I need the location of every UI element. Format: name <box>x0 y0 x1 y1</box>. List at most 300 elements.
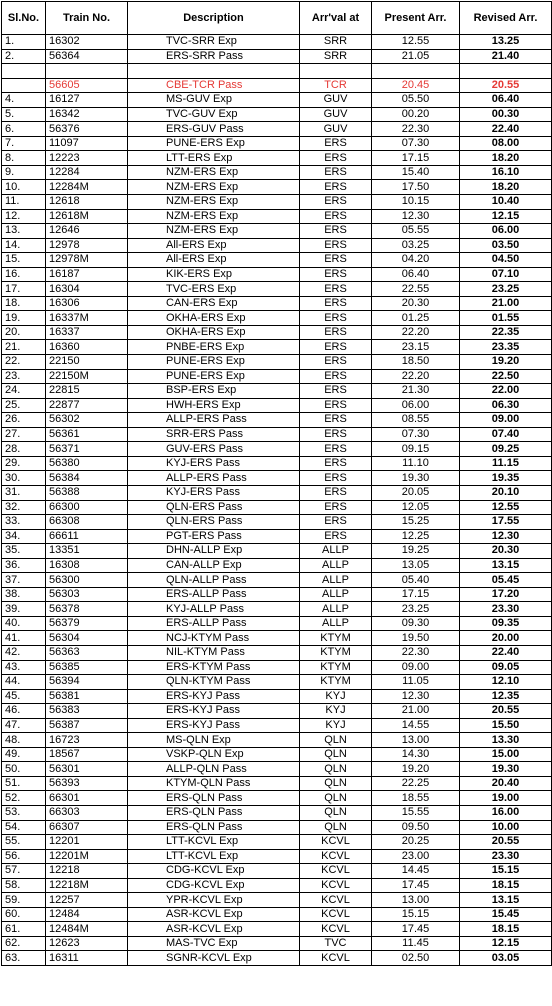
cell-description: TVC-SRR Exp <box>128 35 300 50</box>
cell-revised-arr: 19.35 <box>460 471 552 486</box>
cell-description: ERS-QLN Pass <box>128 791 300 806</box>
cell-arrival-at: KTYM <box>300 645 372 660</box>
cell-revised-arr: 22.40 <box>460 645 552 660</box>
cell-revised-arr: 08.00 <box>460 136 552 151</box>
gap-cell <box>2 64 46 79</box>
cell-description: VSKP-QLN Exp <box>128 747 300 762</box>
cell-present-arr: 05.50 <box>372 93 460 108</box>
cell-train-no: 56605 <box>46 78 128 93</box>
cell-revised-arr: 15.15 <box>460 864 552 879</box>
cell-sl-no: 37. <box>2 573 46 588</box>
cell-description: ERS-KYJ Pass <box>128 718 300 733</box>
table-row <box>2 645 552 660</box>
cell-present-arr: 15.15 <box>372 907 460 922</box>
cell-description: ERS-KYJ Pass <box>128 704 300 719</box>
table-row <box>2 238 552 253</box>
cell-sl-no: 43. <box>2 660 46 675</box>
cell-present-arr: 17.15 <box>372 587 460 602</box>
cell-revised-arr: 17.20 <box>460 587 552 602</box>
cell-revised-arr: 21.00 <box>460 296 552 311</box>
cell-revised-arr: 22.50 <box>460 369 552 384</box>
cell-arrival-at: KCVL <box>300 864 372 879</box>
cell-train-no: 22150M <box>46 369 128 384</box>
cell-arrival-at: ERS <box>300 325 372 340</box>
cell-revised-arr: 01.55 <box>460 311 552 326</box>
gap-cell <box>128 64 300 79</box>
cell-revised-arr: 12.15 <box>460 209 552 224</box>
table-row <box>2 616 552 631</box>
table-row <box>2 180 552 195</box>
cell-sl-no: 41. <box>2 631 46 646</box>
cell-sl-no: 24. <box>2 384 46 399</box>
table-body <box>2 35 552 966</box>
cell-arrival-at: QLN <box>300 820 372 835</box>
cell-present-arr: 22.20 <box>372 325 460 340</box>
table-row <box>2 413 552 428</box>
cell-train-no: 22150 <box>46 355 128 370</box>
cell-arrival-at: ERS <box>300 165 372 180</box>
cell-train-no: 22877 <box>46 398 128 413</box>
cell-present-arr: 07.30 <box>372 427 460 442</box>
cell-description: QLN-ERS Pass <box>128 515 300 530</box>
cell-train-no: 13351 <box>46 544 128 559</box>
cell-sl-no: 63. <box>2 951 46 966</box>
cell-revised-arr: 15.50 <box>460 718 552 733</box>
cell-revised-arr: 20.40 <box>460 776 552 791</box>
cell-revised-arr: 18.15 <box>460 878 552 893</box>
cell-description: ERS-QLN Pass <box>128 805 300 820</box>
cell-description: PUNE-ERS Exp <box>128 136 300 151</box>
cell-train-no: 66303 <box>46 805 128 820</box>
cell-present-arr: 20.05 <box>372 485 460 500</box>
cell-description: QLN-KTYM Pass <box>128 675 300 690</box>
cell-arrival-at: ALLP <box>300 587 372 602</box>
cell-description: LTT-KCVL Exp <box>128 849 300 864</box>
cell-sl-no: 2. <box>2 49 46 64</box>
cell-description: HWH-ERS Exp <box>128 398 300 413</box>
cell-sl-no: 23. <box>2 369 46 384</box>
cell-revised-arr: 07.10 <box>460 267 552 282</box>
cell-train-no: 56363 <box>46 645 128 660</box>
cell-description: ERS-KTYM Pass <box>128 660 300 675</box>
cell-revised-arr: 18.20 <box>460 151 552 166</box>
cell-arrival-at: ERS <box>300 253 372 268</box>
cell-train-no: 12257 <box>46 893 128 908</box>
cell-description: BSP-ERS Exp <box>128 384 300 399</box>
cell-revised-arr: 12.35 <box>460 689 552 704</box>
table-row <box>2 893 552 908</box>
cell-sl-no: 17. <box>2 282 46 297</box>
cell-description: TVC-GUV Exp <box>128 107 300 122</box>
cell-train-no: 16308 <box>46 558 128 573</box>
table-row <box>2 471 552 486</box>
cell-present-arr: 05.40 <box>372 573 460 588</box>
gap-cell <box>372 64 460 79</box>
cell-arrival-at: ERS <box>300 267 372 282</box>
table-row <box>2 820 552 835</box>
table-row <box>2 311 552 326</box>
cell-sl-no: 59. <box>2 893 46 908</box>
cell-arrival-at: ERS <box>300 515 372 530</box>
cell-train-no: 56393 <box>46 776 128 791</box>
cell-present-arr: 09.00 <box>372 660 460 675</box>
cell-arrival-at: QLN <box>300 762 372 777</box>
cell-present-arr: 12.25 <box>372 529 460 544</box>
cell-sl-no: 10. <box>2 180 46 195</box>
cell-description: OKHA-ERS Exp <box>128 325 300 340</box>
cell-present-arr: 12.30 <box>372 209 460 224</box>
cell-arrival-at: KCVL <box>300 835 372 850</box>
cell-train-no: 12284 <box>46 165 128 180</box>
cell-arrival-at: ERS <box>300 296 372 311</box>
cell-revised-arr: 15.00 <box>460 747 552 762</box>
header-train-no: Train No. <box>46 2 128 35</box>
cell-arrival-at: KYJ <box>300 718 372 733</box>
cell-description: ERS-QLN Pass <box>128 820 300 835</box>
cell-arrival-at: ALLP <box>300 616 372 631</box>
cell-arrival-at: KCVL <box>300 951 372 966</box>
header-present-arr: Present Arr. <box>372 2 460 35</box>
cell-train-no: 12201 <box>46 835 128 850</box>
cell-description: KYJ-ERS Pass <box>128 456 300 471</box>
cell-arrival-at: TVC <box>300 936 372 951</box>
cell-sl-no: 20. <box>2 325 46 340</box>
cell-sl-no: 45. <box>2 689 46 704</box>
cell-sl-no: 16. <box>2 267 46 282</box>
cell-revised-arr: 22.40 <box>460 122 552 137</box>
cell-arrival-at: ALLP <box>300 573 372 588</box>
table-row <box>2 78 552 93</box>
cell-train-no: 12618 <box>46 195 128 210</box>
header-sl-no: Sl.No. <box>2 2 46 35</box>
cell-revised-arr: 23.30 <box>460 602 552 617</box>
cell-train-no: 66611 <box>46 529 128 544</box>
table-row <box>2 922 552 937</box>
cell-revised-arr: 20.30 <box>460 544 552 559</box>
cell-present-arr: 17.15 <box>372 151 460 166</box>
cell-present-arr: 22.30 <box>372 122 460 137</box>
cell-arrival-at: ERS <box>300 282 372 297</box>
cell-train-no: 12484 <box>46 907 128 922</box>
cell-train-no: 12201M <box>46 849 128 864</box>
cell-present-arr: 07.30 <box>372 136 460 151</box>
cell-present-arr: 18.50 <box>372 355 460 370</box>
cell-present-arr: 18.55 <box>372 791 460 806</box>
cell-sl-no: 47. <box>2 718 46 733</box>
table-row <box>2 573 552 588</box>
cell-sl-no: 55. <box>2 835 46 850</box>
cell-arrival-at: ERS <box>300 471 372 486</box>
table-row <box>2 267 552 282</box>
cell-sl-no: 61. <box>2 922 46 937</box>
cell-sl-no: 46. <box>2 704 46 719</box>
cell-arrival-at: KCVL <box>300 878 372 893</box>
cell-description: YPR-KCVL Exp <box>128 893 300 908</box>
cell-present-arr: 20.45 <box>372 78 460 93</box>
table-row <box>2 878 552 893</box>
cell-train-no: 12223 <box>46 151 128 166</box>
cell-revised-arr: 20.00 <box>460 631 552 646</box>
gap-cell <box>300 64 372 79</box>
cell-description: ERS-KYJ Pass <box>128 689 300 704</box>
cell-train-no: 56378 <box>46 602 128 617</box>
cell-description: PUNE-ERS Exp <box>128 355 300 370</box>
cell-sl-no: 7. <box>2 136 46 151</box>
table-row <box>2 558 552 573</box>
cell-present-arr: 08.55 <box>372 413 460 428</box>
table-row <box>2 122 552 137</box>
cell-description: CBE-TCR Pass <box>128 78 300 93</box>
cell-revised-arr: 03.05 <box>460 951 552 966</box>
cell-arrival-at: ERS <box>300 485 372 500</box>
cell-present-arr: 04.20 <box>372 253 460 268</box>
cell-present-arr: 20.30 <box>372 296 460 311</box>
cell-sl-no: 21. <box>2 340 46 355</box>
cell-description: CDG-KCVL Exp <box>128 864 300 879</box>
table-row <box>2 602 552 617</box>
cell-revised-arr: 10.00 <box>460 820 552 835</box>
cell-sl-no: 57. <box>2 864 46 879</box>
cell-description: NIL-KTYM Pass <box>128 645 300 660</box>
table-row <box>2 456 552 471</box>
cell-revised-arr: 18.15 <box>460 922 552 937</box>
cell-revised-arr: 23.35 <box>460 340 552 355</box>
cell-train-no: 56384 <box>46 471 128 486</box>
cell-sl-no: 28. <box>2 442 46 457</box>
cell-description: KYJ-ERS Pass <box>128 485 300 500</box>
cell-description: KYJ-ALLP Pass <box>128 602 300 617</box>
cell-present-arr: 19.30 <box>372 471 460 486</box>
cell-description: NZM-ERS Exp <box>128 195 300 210</box>
cell-train-no: 56304 <box>46 631 128 646</box>
table-row <box>2 675 552 690</box>
cell-present-arr: 23.00 <box>372 849 460 864</box>
table-row <box>2 107 552 122</box>
cell-revised-arr: 18.20 <box>460 180 552 195</box>
table-row <box>2 151 552 166</box>
cell-revised-arr: 22.00 <box>460 384 552 399</box>
cell-arrival-at: ERS <box>300 398 372 413</box>
cell-revised-arr: 00.30 <box>460 107 552 122</box>
cell-description: ALLP-ERS Pass <box>128 471 300 486</box>
table-row <box>2 195 552 210</box>
header-revised-arr: Revised Arr. <box>460 2 552 35</box>
table-row <box>2 427 552 442</box>
cell-revised-arr: 19.20 <box>460 355 552 370</box>
cell-revised-arr: 09.25 <box>460 442 552 457</box>
cell-revised-arr: 13.25 <box>460 35 552 50</box>
cell-train-no: 66301 <box>46 791 128 806</box>
cell-present-arr: 14.45 <box>372 864 460 879</box>
cell-train-no: 16723 <box>46 733 128 748</box>
cell-present-arr: 17.45 <box>372 922 460 937</box>
cell-train-no: 56381 <box>46 689 128 704</box>
cell-train-no: 56371 <box>46 442 128 457</box>
cell-revised-arr: 05.45 <box>460 573 552 588</box>
cell-arrival-at: QLN <box>300 733 372 748</box>
timetable-table <box>1 1 552 966</box>
cell-present-arr: 22.55 <box>372 282 460 297</box>
gap-cell <box>460 64 552 79</box>
cell-arrival-at: GUV <box>300 93 372 108</box>
cell-train-no: 12978 <box>46 238 128 253</box>
cell-present-arr: 13.00 <box>372 733 460 748</box>
cell-sl-no: 60. <box>2 907 46 922</box>
cell-present-arr: 12.55 <box>372 35 460 50</box>
cell-present-arr: 19.25 <box>372 544 460 559</box>
cell-train-no: 12284M <box>46 180 128 195</box>
cell-train-no: 56376 <box>46 122 128 137</box>
cell-arrival-at: ERS <box>300 369 372 384</box>
cell-train-no: 56387 <box>46 718 128 733</box>
table-row <box>2 296 552 311</box>
cell-arrival-at: ALLP <box>300 558 372 573</box>
table-row <box>2 485 552 500</box>
table-row <box>2 515 552 530</box>
cell-description: LTT-KCVL Exp <box>128 835 300 850</box>
table-row <box>2 835 552 850</box>
cell-description: PUNE-ERS Exp <box>128 369 300 384</box>
cell-train-no: 16311 <box>46 951 128 966</box>
cell-description: MS-GUV Exp <box>128 93 300 108</box>
header-arrival-at: Arr'val at <box>300 2 372 35</box>
cell-train-no: 12646 <box>46 224 128 239</box>
cell-arrival-at: ERS <box>300 442 372 457</box>
cell-train-no: 56302 <box>46 413 128 428</box>
cell-train-no: 16302 <box>46 35 128 50</box>
cell-revised-arr: 09.35 <box>460 616 552 631</box>
cell-sl-no: 50. <box>2 762 46 777</box>
cell-train-no: 12978M <box>46 253 128 268</box>
cell-arrival-at: ERS <box>300 384 372 399</box>
cell-arrival-at: TCR <box>300 78 372 93</box>
cell-description: OKHA-ERS Exp <box>128 311 300 326</box>
cell-revised-arr: 12.55 <box>460 500 552 515</box>
cell-description: SRR-ERS Pass <box>128 427 300 442</box>
cell-train-no: 11097 <box>46 136 128 151</box>
table-row <box>2 704 552 719</box>
cell-description: ERS-SRR Pass <box>128 49 300 64</box>
cell-description: NZM-ERS Exp <box>128 209 300 224</box>
cell-train-no: 66308 <box>46 515 128 530</box>
cell-train-no: 16342 <box>46 107 128 122</box>
cell-present-arr: 23.15 <box>372 340 460 355</box>
cell-sl-no: 26. <box>2 413 46 428</box>
cell-arrival-at: QLN <box>300 791 372 806</box>
cell-sl-no: 19. <box>2 311 46 326</box>
cell-sl-no: 39. <box>2 602 46 617</box>
cell-description: NCJ-KTYM Pass <box>128 631 300 646</box>
cell-present-arr: 06.00 <box>372 398 460 413</box>
cell-revised-arr: 17.55 <box>460 515 552 530</box>
cell-sl-no: 56. <box>2 849 46 864</box>
cell-train-no: 18567 <box>46 747 128 762</box>
table-row <box>2 864 552 879</box>
cell-revised-arr: 04.50 <box>460 253 552 268</box>
cell-sl-no: 40. <box>2 616 46 631</box>
cell-train-no: 16360 <box>46 340 128 355</box>
cell-sl-no: 8. <box>2 151 46 166</box>
cell-sl-no: 9. <box>2 165 46 180</box>
cell-train-no: 56394 <box>46 675 128 690</box>
cell-revised-arr: 12.10 <box>460 675 552 690</box>
table-row <box>2 631 552 646</box>
cell-train-no: 56301 <box>46 762 128 777</box>
cell-train-no: 12218M <box>46 878 128 893</box>
table-row <box>2 849 552 864</box>
cell-train-no: 56364 <box>46 49 128 64</box>
cell-description: SGNR-KCVL Exp <box>128 951 300 966</box>
cell-arrival-at: ERS <box>300 456 372 471</box>
cell-present-arr: 11.10 <box>372 456 460 471</box>
cell-description: ASR-KCVL Exp <box>128 907 300 922</box>
cell-description: CAN-ALLP Exp <box>128 558 300 573</box>
cell-sl-no: 15. <box>2 253 46 268</box>
cell-description: PNBE-ERS Exp <box>128 340 300 355</box>
table-row <box>2 369 552 384</box>
cell-arrival-at: ALLP <box>300 602 372 617</box>
cell-present-arr: 11.45 <box>372 936 460 951</box>
cell-revised-arr: 07.40 <box>460 427 552 442</box>
cell-present-arr: 15.25 <box>372 515 460 530</box>
cell-train-no: 56379 <box>46 616 128 631</box>
cell-present-arr: 22.30 <box>372 645 460 660</box>
cell-arrival-at: GUV <box>300 107 372 122</box>
table-row <box>2 355 552 370</box>
cell-arrival-at: ERS <box>300 529 372 544</box>
table-row <box>2 907 552 922</box>
cell-arrival-at: ERS <box>300 340 372 355</box>
cell-description: KIK-ERS Exp <box>128 267 300 282</box>
cell-revised-arr: 20.55 <box>460 78 552 93</box>
cell-sl-no: 53. <box>2 805 46 820</box>
cell-sl-no: 62. <box>2 936 46 951</box>
cell-revised-arr: 19.30 <box>460 762 552 777</box>
cell-arrival-at: KYJ <box>300 704 372 719</box>
cell-train-no: 12623 <box>46 936 128 951</box>
cell-revised-arr: 20.55 <box>460 835 552 850</box>
cell-sl-no: 1. <box>2 35 46 50</box>
cell-sl-no: 30. <box>2 471 46 486</box>
table-row <box>2 384 552 399</box>
cell-sl-no: 18. <box>2 296 46 311</box>
cell-sl-no: 22. <box>2 355 46 370</box>
cell-arrival-at: KCVL <box>300 922 372 937</box>
cell-present-arr: 02.50 <box>372 951 460 966</box>
table-row <box>2 165 552 180</box>
cell-revised-arr: 13.30 <box>460 733 552 748</box>
cell-description: NZM-ERS Exp <box>128 224 300 239</box>
cell-sl-no: 52. <box>2 791 46 806</box>
cell-arrival-at: ERS <box>300 355 372 370</box>
table-header-row <box>2 2 552 35</box>
cell-present-arr: 22.25 <box>372 776 460 791</box>
cell-train-no: 16337M <box>46 311 128 326</box>
table-row <box>2 689 552 704</box>
table-row <box>2 776 552 791</box>
table-row <box>2 951 552 966</box>
cell-sl-no: 51. <box>2 776 46 791</box>
table-row <box>2 747 552 762</box>
cell-present-arr: 21.30 <box>372 384 460 399</box>
table-row <box>2 733 552 748</box>
cell-revised-arr: 15.45 <box>460 907 552 922</box>
cell-description: LTT-ERS Exp <box>128 151 300 166</box>
table-row <box>2 35 552 50</box>
cell-revised-arr: 12.15 <box>460 936 552 951</box>
cell-arrival-at: KTYM <box>300 660 372 675</box>
cell-train-no: 12618M <box>46 209 128 224</box>
